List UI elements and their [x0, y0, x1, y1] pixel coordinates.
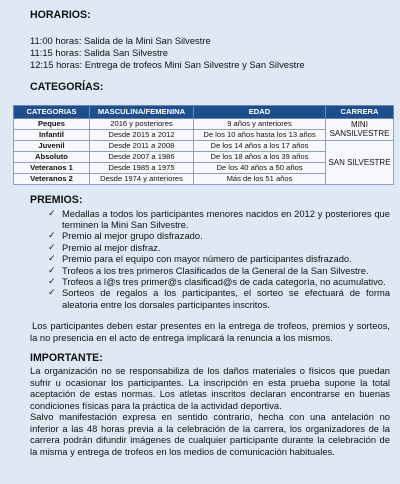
list-item	[48, 253, 390, 264]
category-name: Veteranos 1	[14, 162, 90, 173]
checkmark-icon: ✓	[48, 264, 56, 275]
carrera-san-silvestre: SAN SILVESTRE	[326, 140, 394, 184]
category-years: Desde 2015 a 2012	[90, 129, 194, 140]
schedule-item: 11:15 horas: Salida San Silvestre	[30, 46, 168, 58]
category-name: Juvenil	[14, 140, 90, 151]
schedule-item: 11:00 horas: Salida de la Mini San Silvestre	[30, 34, 211, 46]
category-name: Peques	[14, 118, 90, 129]
list-item	[48, 265, 390, 276]
importante-paragraph: Salvo manifestación expresa en sentido contrario, hecha con una antelación no inferior a las 48 horas previa a la celebración de la carrera, los organizadores de la carrera podrán difundir imágenes de cualquier participante durante la celebración de la misma y entrega de trofeos en los medios de comunicación habituales.	[30, 411, 390, 457]
categorias-heading: CATEGORÍAS:	[30, 80, 104, 93]
header-masculina-femenina: MASCULINA/FEMENINA	[90, 105, 194, 118]
list-item	[48, 276, 390, 287]
category-age: De los 10 años hasta los 13 años	[194, 129, 326, 140]
horarios-heading: HORARIOS:	[30, 9, 91, 21]
premio-text: Premio al mejor grupo disfrazado.	[62, 230, 203, 242]
premios-heading: PREMIOS:	[30, 193, 83, 206]
checkmark-icon: ✓	[48, 230, 56, 241]
importante-paragraph: La organización no se responsabiliza de los daños materiales o físicos que puedan sufrir u ocasionar los participantes. La inscripción en esta prueba supone la total aceptación de estas normas. Los atletas inscritos declaran encontrarse en buenas condiciones físicas para la práctica de la actividad deportiva.	[30, 365, 390, 411]
premio-text: Premio para el equipo con mayor número de participantes disfrazado.	[62, 253, 352, 265]
category-years: Desde 1985 a 1975	[90, 162, 194, 173]
checkmark-icon: ✓	[48, 253, 56, 264]
schedule-list	[30, 35, 390, 71]
category-years: 2016 y posteriores	[90, 118, 194, 129]
category-name: Veteranos 2	[14, 173, 90, 184]
header-carrera: CARRERA	[326, 105, 394, 118]
category-years: Desde 1974 y anteriores	[90, 173, 194, 184]
list-item	[48, 208, 390, 231]
category-age: Más de los 51 años	[194, 173, 326, 184]
checkmark-icon: ✓	[48, 207, 56, 218]
list-item	[48, 287, 390, 310]
category-age: De los 18 años a los 39 años	[194, 151, 326, 162]
category-age: De los 40 años a 50 años	[194, 162, 326, 173]
list-item	[48, 242, 390, 253]
premio-text: Premio al mejor disfraz.	[62, 241, 161, 253]
categories-table	[13, 105, 394, 185]
premio-text: Trofeos a l@s tres primer@s clasificad@s de cada categoría, no acumulativo.	[62, 276, 386, 288]
checkmark-icon: ✓	[48, 287, 56, 298]
checkmark-icon: ✓	[48, 276, 56, 287]
schedule-item: 12:15 horas: Entrega de trofeos Mini San Silvestre y San Silvestre	[30, 58, 305, 70]
header-categorias: CATEGORIAS	[14, 105, 90, 118]
premio-text: Trofeos a los tres primeros Clasificados de la General de la San Silvestre.	[62, 264, 369, 276]
header-edad: EDAD	[194, 105, 326, 118]
premio-text: Sorteos de regalos a los participantes, el sorteo se efectuará de forma aleatoria entre los dorsales participantes inscritos.	[62, 287, 390, 310]
carrera-mini-san-silvestre: MINI SANSILVESTRE	[326, 118, 394, 140]
category-age: De los 14 años a los 17 años	[194, 140, 326, 151]
participantes-paragraph: Los participantes deben estar presentes en la entrega de trofeos, premios y sorteos, la no presencia en el acto de entrega implicará la renuncia a los mismos.	[30, 320, 390, 343]
category-age: 9 años y anteriores	[194, 118, 326, 129]
list-item	[48, 230, 390, 241]
importante-heading: IMPORTANTE:	[30, 352, 103, 365]
table-header-row	[14, 105, 394, 118]
checkmark-icon: ✓	[48, 241, 56, 252]
category-years: Desde 2007 a 1986	[90, 151, 194, 162]
category-years: Desde 2011 a 2008	[90, 140, 194, 151]
premios-list	[30, 208, 390, 311]
category-name: Absoluto	[14, 151, 90, 162]
table-row	[14, 118, 394, 129]
premio-text: Medallas a todos los participantes menores nacidos en 2012 y posteriores que terminen la Mini San Silvestre.	[62, 207, 390, 230]
category-name: Infantil	[14, 129, 90, 140]
table-row	[14, 140, 394, 151]
